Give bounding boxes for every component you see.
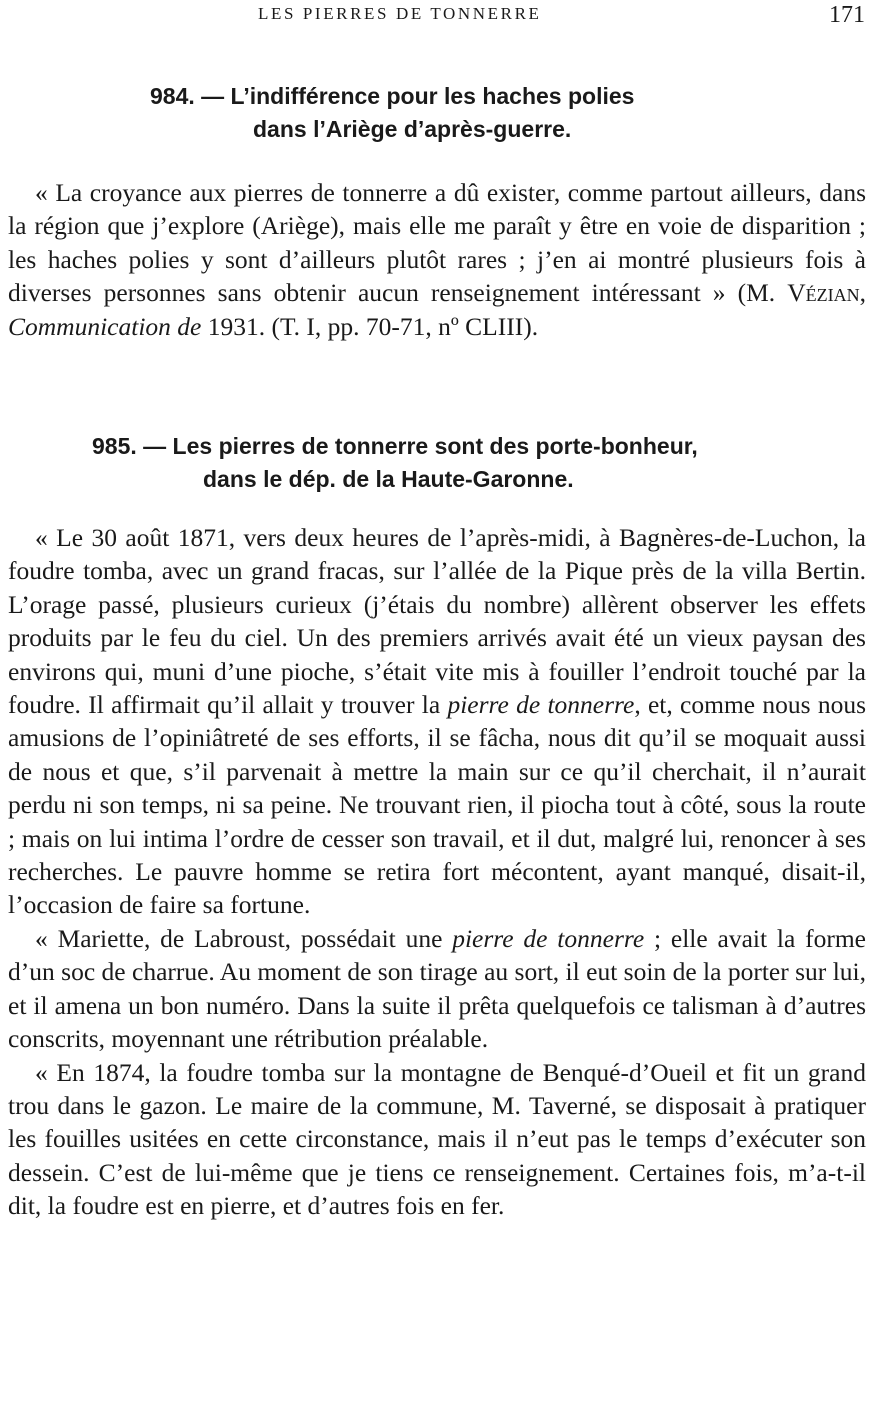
section-985-p2-text-b: ; elle avait la forme d’un soc de charrue. Au moment de son tirage au sort, il eut soin de la porter sur lui, et il amena un bon numéro. Dans la suite il prêta quelquefois ce talisman à d’autres conscrits, moyennant une rétribution préalable. [8, 923, 866, 1054]
running-head-title: LES PIERRES DE TONNERRE [258, 4, 542, 23]
section-984-work: Communication de [8, 311, 202, 341]
section-985-paragraph-3: « En 1874, la foudre tomba sur la montagne de Benqué-d’Oueil et fit un grand trou dans le gazon. Le maire de la commune, M. Taverné, se disposait à pratiquer les fouilles usitées en cette circonstance, mais il n’eut pas le temps d’exécuter son dessein. C’est de lui-même que je tiens ce renseignement. Certaines fois, m’a-t-il dit, la foudre est en pierre, et d’autres fois en fer. [8, 1057, 866, 1221]
section-984-text-a: « La croyance aux pierres de tonnerre a dû exister, comme partout ailleurs, dans la région que j’explore (Ariège), mais elle me paraît y être en voie de disparition ; les haches polies y sont d’ailleurs plutôt rares ; j’en ai montré plusieurs fois à diverses personnes sans obtenir aucun renseignement intéressant » (M. [8, 178, 866, 308]
section-985-title-line2: dans le dép. de la Haute-Garonne. [203, 466, 574, 492]
section-985-paragraph-1 [8, 521, 866, 922]
running-head [0, 2, 871, 28]
section-985-p2-italic: pierre de tonnerre [452, 923, 645, 953]
section-985-heading [0, 430, 871, 496]
section-985-p2-text-a: « Mariette, de Labroust, possédait une [35, 923, 453, 953]
section-985-p1-text-b: , et, comme nous nous amusions de l’opiniâtreté de ses efforts, il se fâcha, nous dit qu’il se moquait aussi de nous et que, s’il parvenait à mettre la main sur ce qu’il cherchait, il n’aurait perdu ni son temps, ni sa peine. Ne trouvant rien, il piocha tout à côté, sous la route ; mais on lui intima l’ordre de cesser son travail, et il dut, malgré lui, renoncer à ses recherches. Le pauvre homme se retira fort mécontent, ayant manqué, disait-il, l’occasion de faire sa fortune. [8, 690, 867, 920]
section-984-title-line2: dans l’Ariège d’après-guerre. [253, 116, 572, 142]
page-number: 171 [829, 2, 865, 28]
section-984-paragraph [8, 176, 866, 343]
section-985-title-text1: Les pierres de tonnerre sont des porte-bonheur, [172, 433, 698, 459]
section-985-number: 985. [92, 433, 137, 459]
section-985-paragraph-2 [8, 922, 866, 1056]
section-984-text-b: , [859, 278, 866, 308]
section-984-text-c: 1931. (T. I, pp. 70-71, nº CLIII). [201, 311, 539, 341]
section-985-body [8, 521, 866, 1223]
section-984-title-line1 [150, 80, 634, 113]
section-984-number: 984. [150, 83, 195, 109]
section-984-dash: — [201, 83, 225, 109]
section-985-title-line1 [92, 430, 698, 463]
section-984-heading [0, 80, 871, 146]
section-984-body [8, 176, 866, 343]
section-985-dash: — [143, 433, 167, 459]
section-984-title-text1: L’indifférence pour les haches polies [230, 83, 635, 109]
section-985-p1-italic: pierre de tonnerre [447, 690, 635, 720]
section-985-p1-text-a: « Le 30 août 1871, vers deux heures de l’après-midi, à Bagnères-de-Luchon, la foudre tomba, avec un grand fracas, sur l’allée de la Pique près de la villa Bertin. L’orage passé, plusieurs curieux (j’étais du nombre) allèrent observer les effets produits par le feu du ciel. Un des premiers arrivés avait été un vieux paysan des environs qui, muni d’une pioche, s’était vite mis à fouiller l’endroit touché par la foudre. Il affirmait qu’il allait y trouver la [8, 523, 866, 720]
section-984-author: Vézian [787, 278, 860, 308]
